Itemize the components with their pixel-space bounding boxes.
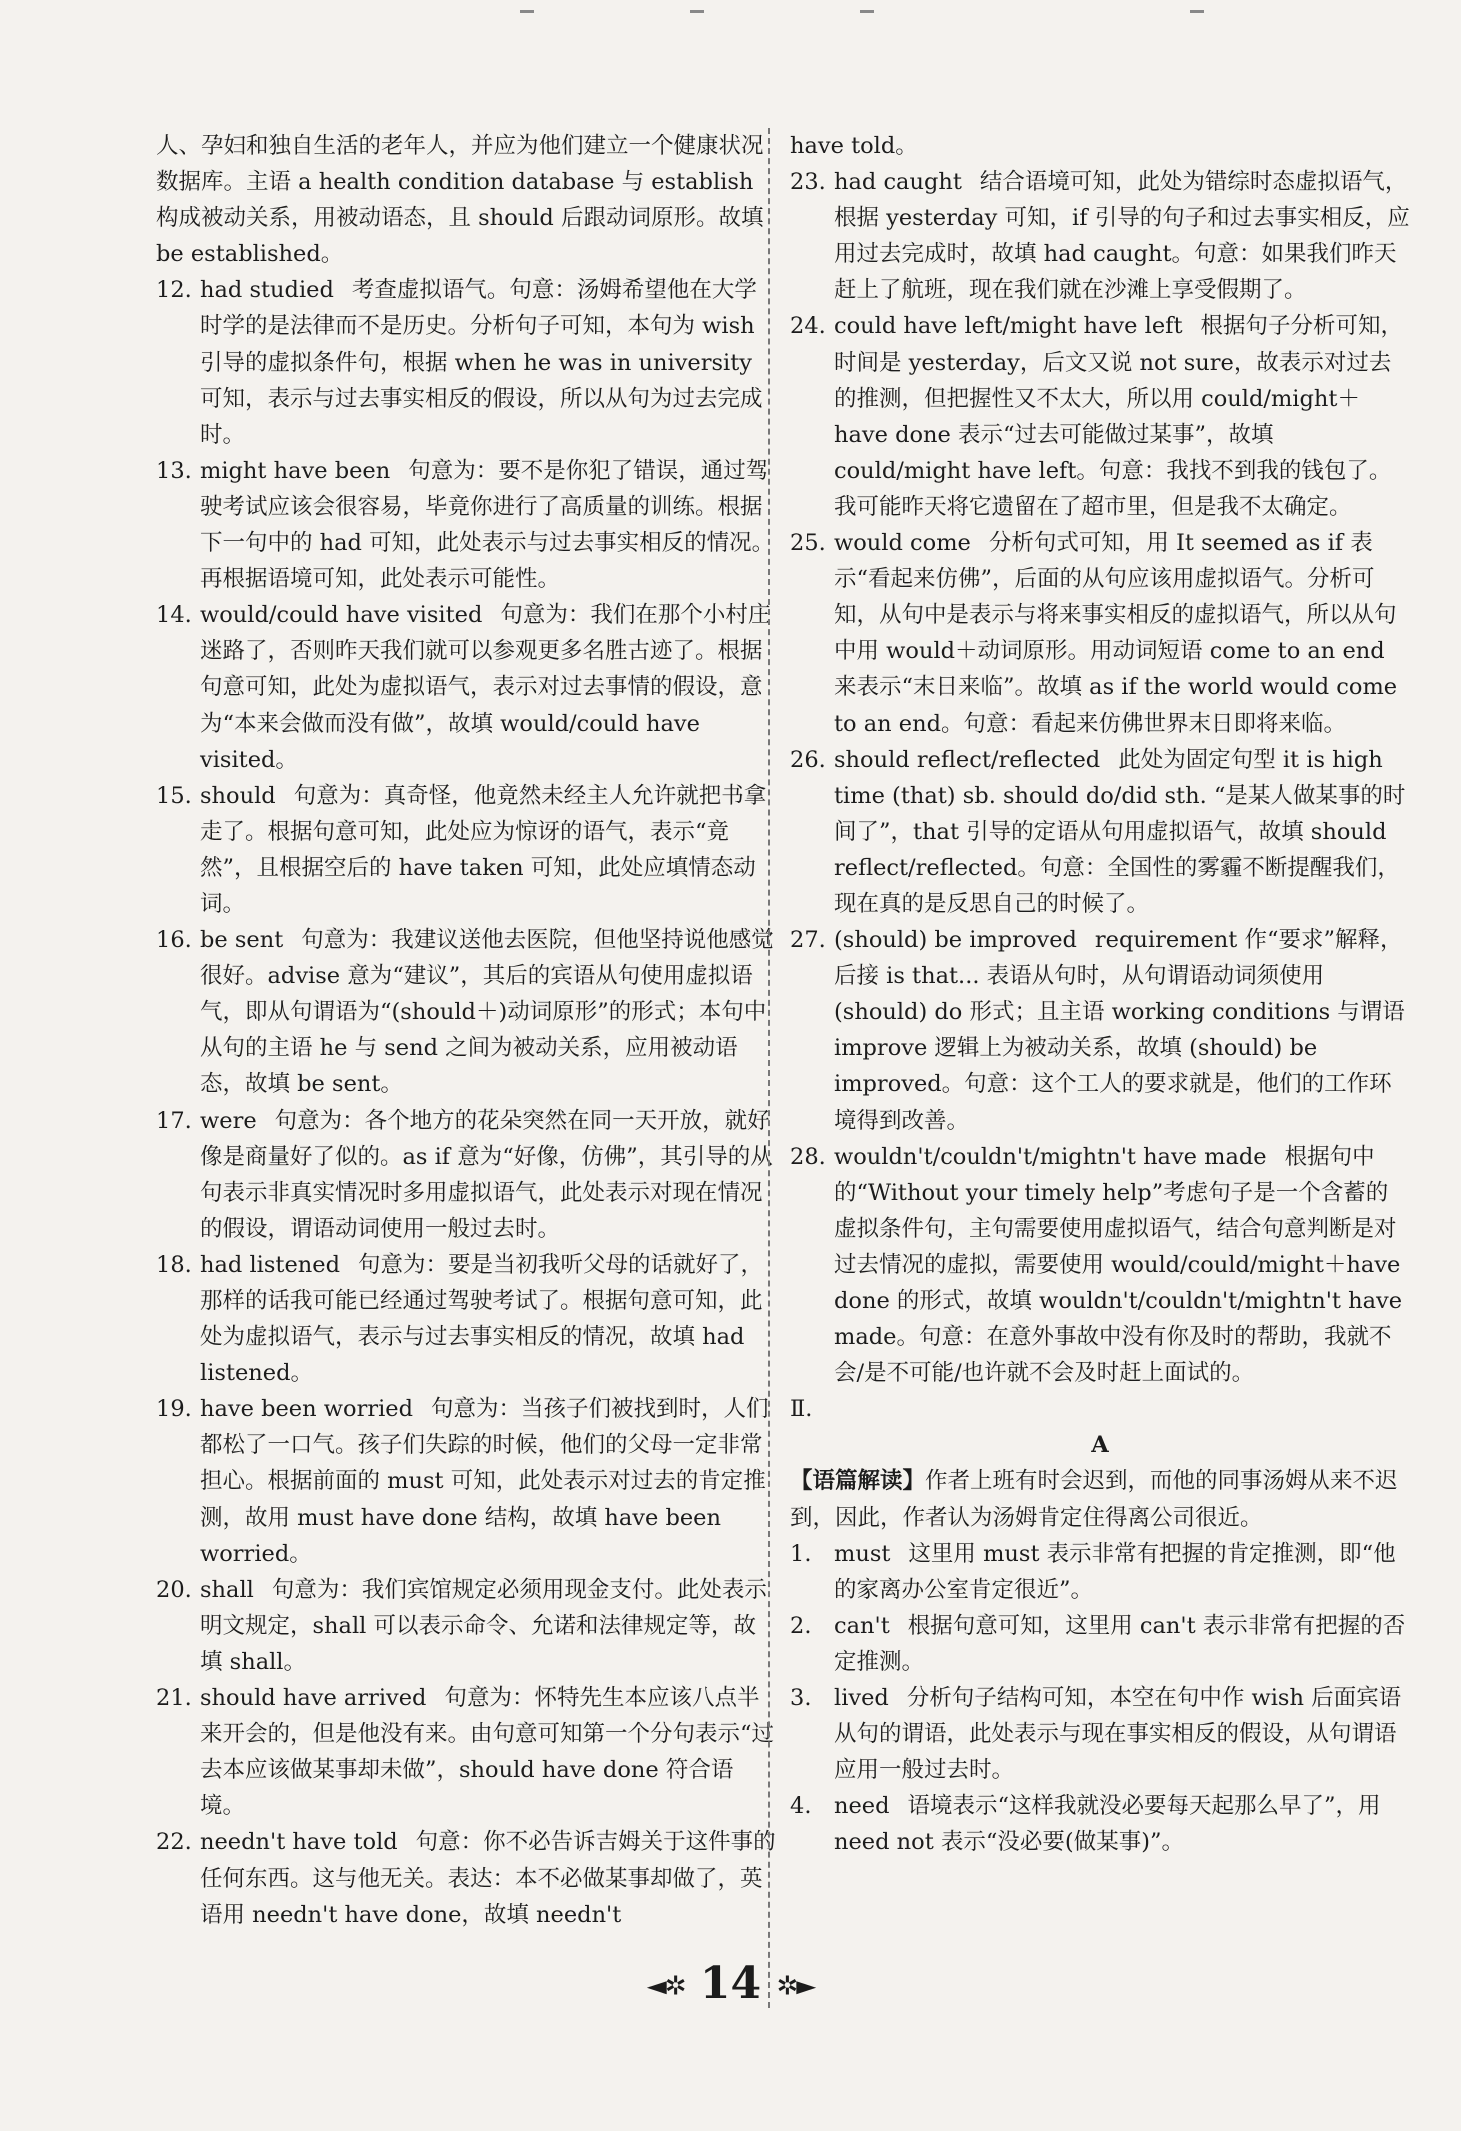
- item-number: 4.: [790, 1793, 812, 1820]
- item-answer: must: [834, 1540, 891, 1567]
- answer-item: [156, 778, 776, 922]
- item-answer: had studied: [200, 277, 334, 304]
- answer-item: [156, 272, 776, 452]
- passage-reading-paragraph: [790, 1463, 1410, 1535]
- item-explanation: 句意为：我们在那个小村庄迷路了，否则昨天我们就可以参观更多名胜古迹了。根据句意可知，此处为虚拟语气，表示对过去事情的假设，意为“本来会做而没有做”，故填 would/could have visited。: [200, 602, 771, 773]
- answer-item: [790, 308, 1410, 525]
- item-explanation: 句意为：我建议送他去医院，但他坚持说他感觉很好。advise 意为“建议”，其后的宾语从句使用虚拟语气，即从句谓语为“(should＋)动词原形”的形式；本句中从句的主语 he 与 send 之间为被动关系，应用被动语态，故填 be sent。: [200, 927, 774, 1098]
- column-divider: [768, 128, 770, 2008]
- item-number: 14.: [156, 602, 192, 629]
- item-explanation: 句意为：各个地方的花朵突然在同一天开放，就好像是商量好了似的。as if 意为“好像，仿佛”，其引导的从句表示非真实情况时多用虚拟语气，此处表示对现在情况的假设，谓语动词使用一般过去时。: [200, 1107, 773, 1242]
- item-answer: would come: [834, 530, 971, 557]
- item-explanation: 句意为：怀特先生本应该八点半来开会的，但是他没有来。由句意可知第一个分句表示“过去本应该做某事却未做”，should have done 符合语境。: [200, 1685, 775, 1820]
- left-column: [156, 128, 776, 1933]
- item-number: 16.: [156, 927, 192, 954]
- answer-item: [156, 1824, 776, 1932]
- right-intro-paragraph: have told。: [790, 133, 918, 159]
- item-answer: lived: [834, 1685, 889, 1712]
- right-answer-list: [790, 164, 1410, 1391]
- passage-letter: A: [1091, 1432, 1109, 1459]
- answer-item: [790, 164, 1410, 308]
- item-explanation: 句意为：真奇怪，他竟然未经主人允许就把书拿走了。根据句意可知，此处应为惊讶的语气，表示“竟然”，且根据空后的 have taken 可知，此处应填情态动词。: [200, 782, 767, 917]
- item-number: 12.: [156, 277, 192, 304]
- left-intro-paragraph: 人、孕妇和独自生活的老年人，并应为他们建立一个健康状况数据库。主语 a health condition database 与 establish 构成被动关系，用被动语态，且 should 后跟动词原形。故填 be established。: [156, 133, 764, 268]
- item-explanation: 根据句意可知，这里用 can't 表示非常有把握的否定推测。: [834, 1612, 1406, 1675]
- item-explanation: 分析句子结构可知，本空在句中作 wish 后面宾语从句的谓语，此处表示与现在事实相反的假设，从句谓语应用一般过去时。: [834, 1685, 1402, 1784]
- item-answer: (should) be improved: [834, 927, 1077, 954]
- item-number: 20.: [156, 1576, 192, 1603]
- item-explanation: 句意为：当孩子们被找到时，人们都松了一口气。孩子们失踪的时候，他们的父母一定非常担心。根据前面的 must 可知，此处表示对过去的肯定推测，故用 must have done 结构，故填 have been worried。: [200, 1396, 769, 1567]
- passage-answer-list: [790, 1536, 1410, 1861]
- answer-item: [790, 922, 1410, 1139]
- right-column: [790, 128, 1410, 1861]
- footer-ornament-left: ◄✲: [646, 1971, 685, 2002]
- item-explanation: 句意为：要是当初我听父母的话就好了，那样的话我可能已经通过驾驶考试了。根据句意可知，此处为虚拟语气，表示与过去事实相反的情况，故填 had listened。: [200, 1251, 763, 1387]
- passage-summary: 作者上班有时会迟到，而他的同事汤姆从来不迟到，因此，作者认为汤姆肯定住得离公司很近。: [790, 1468, 1398, 1531]
- answer-item: [790, 1536, 1410, 1608]
- item-number: 25.: [790, 530, 826, 557]
- footer-ornament-right: ✲►: [776, 1971, 815, 2002]
- item-answer: wouldn't/couldn't/mightn't have made: [834, 1143, 1267, 1170]
- answer-item: [790, 742, 1410, 922]
- answer-item: [156, 1391, 776, 1571]
- item-answer: should: [200, 782, 276, 809]
- item-answer: had listened: [200, 1251, 340, 1278]
- answer-item: [156, 453, 776, 597]
- section-numeral: Ⅱ.: [790, 1396, 813, 1423]
- item-number: 28.: [790, 1143, 826, 1170]
- item-answer: needn't have told: [200, 1829, 398, 1856]
- item-explanation: 结合语境可知，此处为错综时态虚拟语气，根据 yesterday 可知，if 引导的句子和过去事实相反，应用过去完成时，故填 had caught。句意：如果我们昨天赶上了航班，现在我们就在沙滩上享受假期了。: [834, 169, 1410, 304]
- item-answer: would/could have visited: [200, 602, 483, 629]
- item-answer: had caught: [834, 169, 962, 196]
- item-answer: can't: [834, 1612, 890, 1639]
- item-answer: might have been: [200, 457, 391, 484]
- answer-item: [156, 1103, 776, 1247]
- item-number: 13.: [156, 457, 192, 484]
- item-number: 18.: [156, 1251, 192, 1278]
- item-number: 21.: [156, 1685, 192, 1712]
- item-explanation: 根据句中的“Without your timely help”考虑句子是一个含蓄的虚拟条件句，主句需要使用虚拟语气，结合句意判断是对过去情况的虚拟，需要使用 would/could/might＋have done 的形式，故填 wouldn't/couldn't/mightn't have made。句意：在意外事故中没有你及时的帮助，我就不会/是不可能/也许就不会及时赶上面试的。: [834, 1143, 1403, 1387]
- item-explanation: 句意为：我们宾馆规定必须用现金支付。此处表示明文规定，shall 可以表示命令、允诺和法律规定等，故填 shall。: [200, 1576, 767, 1675]
- item-explanation: 语境表示“这样我就没必要每天起那么早了”，用 need not 表示“没必要(做某事)”。: [834, 1793, 1381, 1856]
- left-answer-list: [156, 272, 776, 1932]
- item-answer: should have arrived: [200, 1685, 427, 1712]
- item-answer: have been worried: [200, 1396, 413, 1423]
- item-number: 2.: [790, 1612, 812, 1639]
- item-number: 22.: [156, 1829, 192, 1856]
- item-number: 27.: [790, 927, 826, 954]
- item-explanation: 根据句子分析可知，时间是 yesterday，后文又说 not sure，故表示对过去的推测，但把握性又不太大，所以用 could/might＋have done 表示“过去可能做过某事”，故填 could/might have left。句意：我找不到我的钱包了。我可能昨天将它遗留在了超市里，但是我不太确定。: [834, 313, 1404, 520]
- item-number: 3.: [790, 1685, 812, 1712]
- page-number: 14: [699, 1958, 762, 2009]
- item-answer: need: [834, 1793, 890, 1820]
- item-answer: should reflect/reflected: [834, 746, 1101, 773]
- answer-item: [790, 525, 1410, 742]
- passage-label: 【语篇解读】: [790, 1468, 926, 1495]
- header-registration-marks: [0, 10, 1461, 22]
- answer-item: [156, 922, 776, 1102]
- page-footer: [0, 1958, 1461, 2009]
- answer-item: [156, 1680, 776, 1824]
- item-explanation: 此处为固定句型 it is high time (that) sb. should do/did sth. “是某人做某事的时间了”，that 引导的定语从句用虚拟语气，故填 should reflect/reflected。句意：全国性的雾霾不断提醒我们，现在真的是反思自己的时候了。: [834, 746, 1406, 917]
- item-answer: were: [200, 1107, 257, 1134]
- item-answer: could have left/might have left: [834, 313, 1183, 340]
- item-explanation: 句意：你不必告诉吉姆关于这件事的任何东西。这与他无关。表达：本不必做某事却做了，英语用 needn't have done，故填 needn't: [200, 1829, 776, 1928]
- answer-item: [790, 1139, 1410, 1392]
- answer-item: [790, 1608, 1410, 1680]
- item-explanation: 句意为：要不是你犯了错误，通过驾驶考试应该会很容易，毕竟你进行了高质量的训练。根据下一句中的 had 可知，此处表示与过去事实相反的情况。再根据语境可知，此处表示可能性。: [200, 457, 775, 593]
- item-number: 19.: [156, 1396, 192, 1423]
- answer-item: [790, 1788, 1410, 1860]
- item-explanation: 分析句式可知，用 It seemed as if 表示“看起来仿佛”，后面的从句应该用虚拟语气。分析可知，从句中是表示与将来事实相反的虚拟语气，所以从句中用 would＋动词原形。用动词短语 come to an end 来表示“末日来临”。故填 as if the world would come to an end。句意：看起来仿佛世界末日即将来临。: [834, 530, 1398, 737]
- item-answer: be sent: [200, 927, 284, 954]
- answer-item: [156, 1247, 776, 1391]
- answer-item: [156, 1572, 776, 1680]
- item-number: 17.: [156, 1107, 192, 1134]
- item-number: 15.: [156, 782, 192, 809]
- item-answer: shall: [200, 1576, 254, 1603]
- answer-item: [156, 597, 776, 777]
- answer-item: [790, 1680, 1410, 1788]
- item-explanation: 这里用 must 表示非常有把握的肯定推测，即“他的家离办公室肯定很近”。: [834, 1540, 1396, 1603]
- item-explanation: requirement 作“要求”解释，后接 is that... 表语从句时，从句谓语动词须使用 (should) do 形式；且主语 working conditions 与谓语 improve 逻辑上为被动关系，故填 (should) be improved。句意：这个工人的要求就是，他们的工作环境得到改善。: [834, 927, 1405, 1134]
- item-number: 26.: [790, 746, 826, 773]
- item-explanation: 考查虚拟语气。句意：汤姆希望他在大学时学的是法律而不是历史。分析句子可知，本句为 wish 引导的虚拟条件句，根据 when he was in university 可知，表示与过去事实相反的假设，所以从句为过去完成时。: [200, 277, 763, 448]
- item-number: 1.: [790, 1540, 812, 1567]
- item-number: 23.: [790, 169, 826, 196]
- item-number: 24.: [790, 313, 826, 340]
